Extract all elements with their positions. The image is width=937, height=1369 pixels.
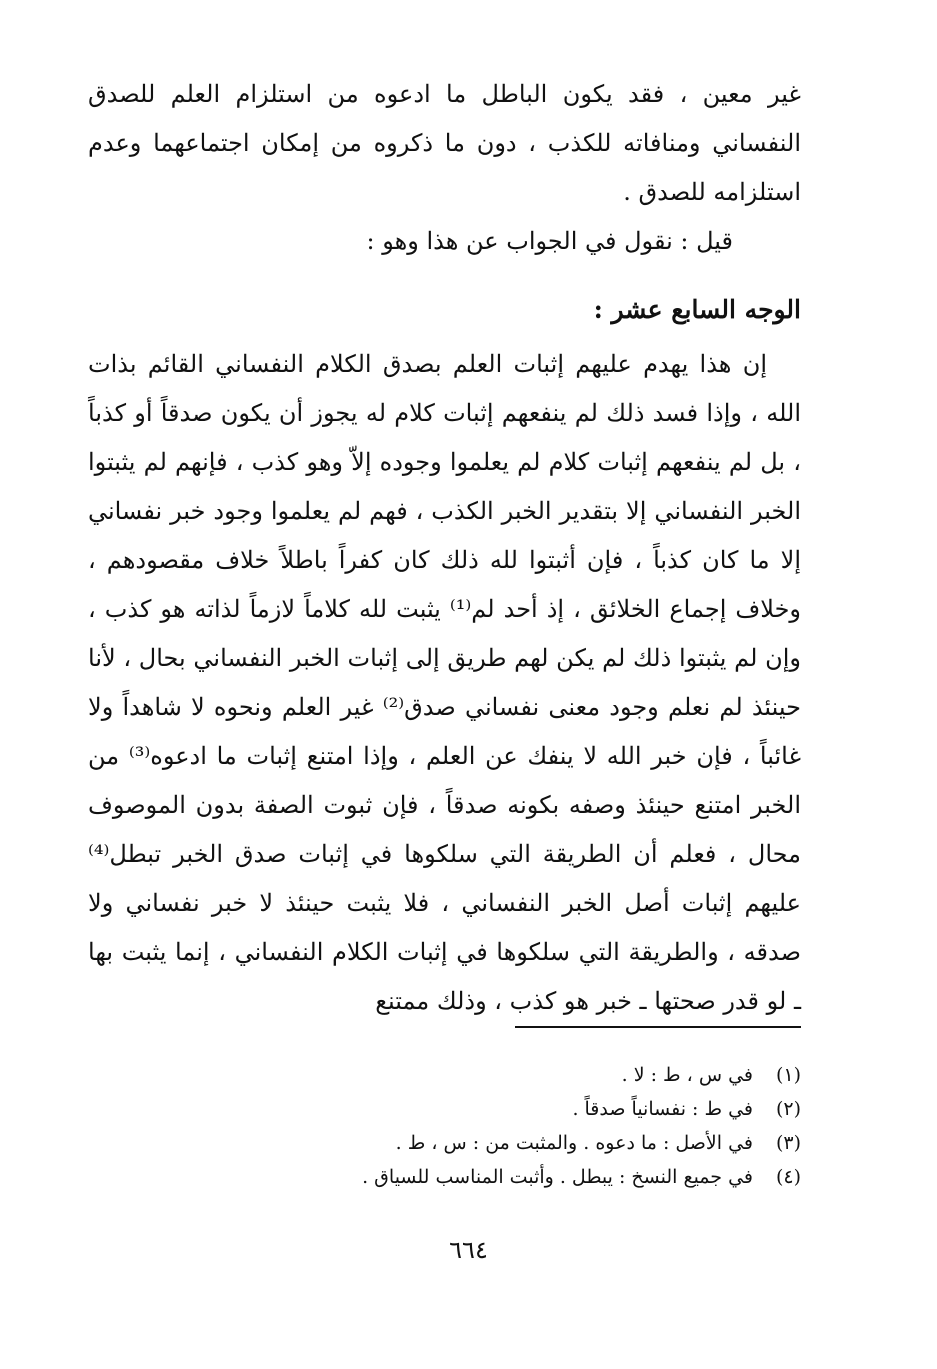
footnote-text: في ط : نفسانياً صدقاً .: [572, 1098, 753, 1120]
footnote-number: (٢): [775, 1098, 801, 1120]
footnote-number: (٣): [775, 1132, 801, 1154]
page-number: ٦٦٤: [449, 1236, 488, 1264]
footnote-text: في الأصل : ما دعوه . والمثبت من : س ، ط .: [395, 1132, 753, 1154]
intro-paragraph: غير معين ، فقد يكون الباطل ما ادعوه من استلزام العلم للصدق النفساني ومنافاته للكذب ، دون ما ذكروه من إمكان اجتماعهما وعدم استلزامه للصدق .: [88, 80, 801, 206]
footnote-item: [88, 1092, 801, 1126]
footnote-text: في جميع النسخ : يبطل . وأثبت المناسب للسياق .: [362, 1166, 753, 1188]
footnote-number: (١): [775, 1064, 801, 1086]
reply-line: قيل : نقول في الجواب عن هذا وهو :: [366, 227, 733, 255]
footnote-item: [88, 1160, 801, 1194]
footnotes: [88, 1058, 801, 1194]
page-content: [88, 70, 801, 1026]
footnote-item: [88, 1126, 801, 1160]
section-body: إن هذا يهدم عليهم إثبات العلم بصدق الكلام النفساني القائم بذات الله ، وإذا فسد ذلك لم ينفعهم إثبات كلام له يجوز أن يكون صدقاً أو كذباً ، بل لم ينفعهم إثبات كلام لم يعلموا وجوده إلاّ وهو كذب ، فإنهم لم يثبتوا الخبر النفساني إلا بتقدير الخبر الكذب ، فهم لم يعلموا وجود خبر نفساني إلا ما كان كذباً ، فإن أثبتوا لله ذلك كان كفراً باطلاً خلاف مقصودهم ، وخلاف إجماع الخلائق ، إذ أحد لم⁽¹⁾ يثبت لله كلاماً لازماً لذاته هو كذب ، وإن لم يثبتوا ذلك لم يكن لهم طريق إلى إثبات الخبر النفساني بحال ، لأنا حينئذ لم نعلم وجود معنى نفساني صدق⁽²⁾ غير العلم ونحوه لا شاهداً ولا غائباً ، فإن خبر الله لا ينفك عن العلم ، وإذا امتنع إثبات ما ادعوه⁽³⁾ من الخبر امتنع حينئذ وصفه بكونه صدقاً ، فإن ثبوت الصفة بدون الموصوف محال ، فعلم أن الطريقة التي سلكوها في إثبات صدق الخبر تبطل⁽⁴⁾ عليهم إثبات أصل الخبر النفساني ، فلا يثبت حينئذ لا خبر نفساني ولا صدقه ، والطريقة التي سلكوها في إثبات الكلام النفساني ، إنما يثبت بها ـ لو قدر صحتها ـ خبر هو كذب ، وذلك ممتنع: [88, 350, 802, 1015]
footnote-text: في س ، ط : لا .: [621, 1064, 753, 1086]
footnote-divider: [515, 1026, 801, 1028]
footnote-number: (٤): [775, 1166, 801, 1188]
footnote-item: [88, 1058, 801, 1092]
section-heading: الوجه السابع عشر :: [593, 295, 801, 324]
